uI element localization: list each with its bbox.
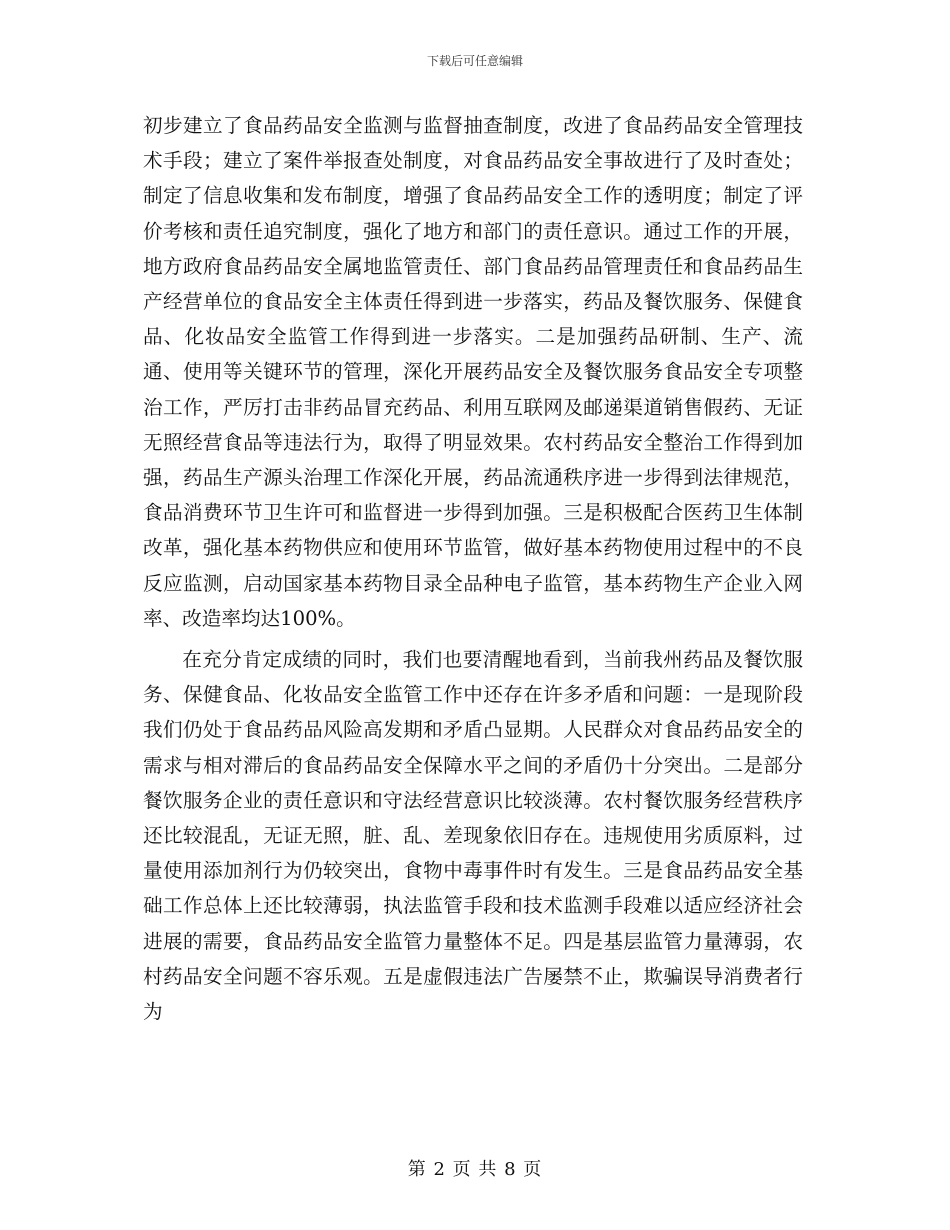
- page-number-footer: [0, 1155, 950, 1181]
- body-paragraph-2: 在充分肯定成绩的同时，我们也要清醒地看到，当前我州药品及餐饮服务、保健食品、化妆品安全监管工作中还存在许多矛盾和问题：一是现阶段我们仍处于食品药品风险高发期和矛盾凸显期。人民群众对食品药品安全的需求与相对滞后的食品药品安全保障水平之间的矛盾仍十分突出。二是部分餐饮服务企业的责任意识和守法经营意识比较淡薄。农村餐饮服务经营秩序还比较混乱，无证无照，脏、乱、差现象依旧存在。违规使用劣质原料，过量使用添加剂行为仍较突出，食物中毒事件时有发生。三是食品药品安全基础工作总体上还比较薄弱，执法监管手段和技术监测手段难以适应经济社会进展的需要，食品药品安全监管力量整体不足。四是基层监管力量薄弱，农村药品安全问题不容乐观。五是虚假违法广告屡禁不止，欺骗误导消费者行为: [143, 648, 803, 1024]
- document-body: [143, 108, 803, 1029]
- current-page-number: 2: [433, 1159, 446, 1180]
- total-pages-number: 8: [504, 1159, 517, 1180]
- page-prefix: 第: [407, 1159, 427, 1180]
- page-middle-text: 页 共: [452, 1159, 498, 1180]
- header-note: 下载后可任意编辑: [426, 54, 523, 68]
- page-suffix: 页: [523, 1159, 543, 1180]
- body-paragraph-1: 初步建立了食品药品安全监测与监督抽查制度，改进了食品药品安全管理技术手段；建立了案件举报查处制度，对食品药品安全事故进行了及时查处；制定了信息收集和发布制度，增强了食品药品安全工作的透明度；制定了评价考核和责任追究制度，强化了地方和部门的责任意识。通过工作的开展，地方政府食品药品安全属地监管责任、部门食品药品管理责任和食品药品生产经营单位的食品安全主体责任得到进一步落实，药品及餐饮服务、保健食品、化妆品安全监管工作得到进一步落实。二是加强药品研制、生产、流通、使用等关键环节的管理，深化开展药品安全及餐饮服务食品安全专项整治工作，严厉打击非药品冒充药品、利用互联网及邮递渠道销售假药、无证无照经营食品等违法行为，取得了明显效果。农村药品安全整治工作得到加强，药品生产源头治理工作深化开展，药品流通秩序进一步得到法律规范，食品消费环节卫生许可和监督进一步得到加强。三是积极配合医药卫生体制改革，强化基本药物供应和使用环节监管，做好基本药物使用过程中的不良反应监测，启动国家基本药物目录全品种电子监管，基本药物生产企业入网率、改造率均达100%。: [143, 114, 803, 630]
